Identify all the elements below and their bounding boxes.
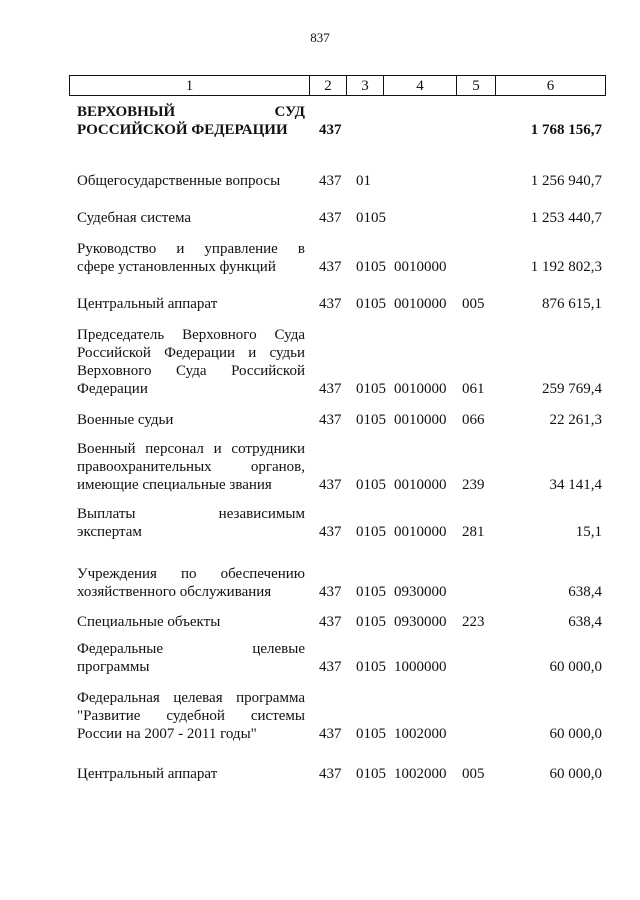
row-name-line: Руководство и управление в	[77, 241, 305, 257]
section-code: 0105	[356, 259, 386, 275]
target-item-code: 0010000	[394, 259, 447, 275]
ministry-code: 437	[319, 122, 342, 138]
amount: 638,4	[568, 614, 602, 630]
amount: 60 000,0	[549, 659, 602, 675]
row-name-line: хозяйственного обслуживания	[77, 584, 272, 600]
row-name-line: Центральный аппарат	[77, 296, 218, 312]
row-name	[77, 565, 305, 601]
ministry-code: 437	[319, 173, 342, 189]
row-name-line: Выплаты независимым	[77, 506, 305, 522]
budget-row	[0, 640, 640, 676]
row-name	[77, 172, 305, 190]
amount: 15,1	[575, 524, 602, 540]
ministry-code: 437	[319, 381, 342, 397]
row-name-line: экспертам	[77, 524, 142, 540]
ministry-code: 437	[319, 412, 342, 428]
ministry-code: 437	[319, 766, 342, 782]
amount: 60 000,0	[549, 726, 602, 742]
row-name	[77, 411, 305, 429]
amount: 259 769,4	[542, 381, 602, 397]
row-name-line: Военный персонал и сотрудники	[77, 441, 305, 457]
target-item-code: 0930000	[394, 614, 447, 630]
target-item-code: 1002000	[394, 766, 447, 782]
amount: 638,4	[568, 584, 602, 600]
ministry-code: 437	[319, 296, 342, 312]
column-header-3: 3	[347, 76, 384, 96]
section-code: 0105	[356, 659, 386, 675]
row-name	[77, 765, 305, 783]
budget-row	[0, 240, 640, 276]
expense-type-code: 239	[462, 477, 485, 493]
section-code: 0105	[356, 584, 386, 600]
row-name-line: Председатель Верховного Суда	[77, 327, 305, 343]
row-name-line: правоохранительных органов,	[77, 459, 305, 475]
column-header-2: 2	[310, 76, 347, 96]
ministry-code: 437	[319, 584, 342, 600]
budget-row	[0, 440, 640, 494]
row-name-line: Верховного Суда Российской	[77, 363, 305, 379]
budget-row	[0, 765, 640, 783]
expense-type-code: 223	[462, 614, 485, 630]
row-name-line: Федеральные целевые	[77, 641, 305, 657]
row-name-line: "Развитие судебной системы	[77, 708, 305, 724]
row-name-line: Федерации	[77, 381, 148, 397]
amount: 22 261,3	[549, 412, 602, 428]
section-code: 0105	[356, 296, 386, 312]
row-name	[77, 209, 305, 227]
section-code: 0105	[356, 726, 386, 742]
row-name-line: Судебная система	[77, 210, 192, 226]
amount: 876 615,1	[542, 296, 602, 312]
page-number: 837	[310, 30, 330, 45]
column-header-table	[69, 75, 606, 96]
section-code: 0105	[356, 524, 386, 540]
section-code: 0105	[356, 210, 386, 226]
budget-row	[0, 209, 640, 227]
target-item-code: 0010000	[394, 524, 447, 540]
section-code: 01	[356, 173, 371, 189]
row-name	[77, 440, 305, 494]
target-item-code: 0010000	[394, 381, 447, 397]
target-item-code: 0010000	[394, 412, 447, 428]
ministry-code: 437	[319, 259, 342, 275]
budget-row	[0, 565, 640, 601]
row-name-line: Общегосударственные вопросы	[77, 173, 281, 189]
target-item-code: 0010000	[394, 296, 447, 312]
row-name	[77, 689, 305, 743]
expense-type-code: 005	[462, 296, 485, 312]
row-name-line: РОССИЙСКОЙ ФЕДЕРАЦИИ	[77, 122, 288, 138]
section-code: 0105	[356, 477, 386, 493]
amount: 60 000,0	[549, 766, 602, 782]
row-name-line: Российской Федерации и судьи	[77, 345, 305, 361]
row-name-line: имеющие специальные звания	[77, 477, 272, 493]
budget-row	[0, 295, 640, 313]
row-name-line: ВЕРХОВНЫЙ СУД	[77, 104, 305, 120]
ministry-code: 437	[319, 726, 342, 742]
budget-row	[0, 326, 640, 398]
ministry-code: 437	[319, 477, 342, 493]
row-name-line: Военные судьи	[77, 412, 174, 428]
row-name	[77, 295, 305, 313]
expense-type-code: 066	[462, 412, 485, 428]
section-code: 0105	[356, 766, 386, 782]
row-name-line: Центральный аппарат	[77, 766, 218, 782]
expense-type-code: 061	[462, 381, 485, 397]
row-name-line: программы	[77, 659, 150, 675]
ministry-code: 437	[319, 524, 342, 540]
column-header-1: 1	[70, 76, 310, 96]
budget-row	[0, 689, 640, 743]
budget-row	[0, 172, 640, 190]
amount: 1 192 802,3	[530, 259, 602, 275]
row-name	[77, 505, 305, 541]
column-header-5: 5	[457, 76, 496, 96]
ministry-code: 437	[319, 210, 342, 226]
row-name	[77, 613, 305, 631]
section-code: 0105	[356, 412, 386, 428]
row-name-line: Федеральная целевая программа	[77, 690, 305, 706]
budget-row	[0, 103, 640, 139]
amount: 1 768 156,7	[530, 122, 602, 138]
target-item-code: 1002000	[394, 726, 447, 742]
expense-type-code: 281	[462, 524, 485, 540]
row-name-line: сфере установленных функций	[77, 259, 276, 275]
column-header-6: 6	[496, 76, 606, 96]
row-name	[77, 103, 305, 139]
row-name-line: Специальные объекты	[77, 614, 221, 630]
column-header-row	[70, 76, 606, 96]
amount: 1 253 440,7	[530, 210, 602, 226]
row-name	[77, 640, 305, 676]
budget-row	[0, 505, 640, 541]
row-name-line: Учреждения по обеспечению	[77, 566, 305, 582]
amount: 1 256 940,7	[530, 173, 602, 189]
row-name-line: России на 2007 - 2011 годы"	[77, 726, 257, 742]
target-item-code: 0010000	[394, 477, 447, 493]
ministry-code: 437	[319, 614, 342, 630]
target-item-code: 0930000	[394, 584, 447, 600]
ministry-code: 437	[319, 659, 342, 675]
budget-row	[0, 411, 640, 429]
column-header-4: 4	[384, 76, 457, 96]
section-code: 0105	[356, 381, 386, 397]
row-name	[77, 240, 305, 276]
target-item-code: 1000000	[394, 659, 447, 675]
budget-row	[0, 613, 640, 631]
row-name	[77, 326, 305, 398]
amount: 34 141,4	[549, 477, 602, 493]
section-code: 0105	[356, 614, 386, 630]
expense-type-code: 005	[462, 766, 485, 782]
